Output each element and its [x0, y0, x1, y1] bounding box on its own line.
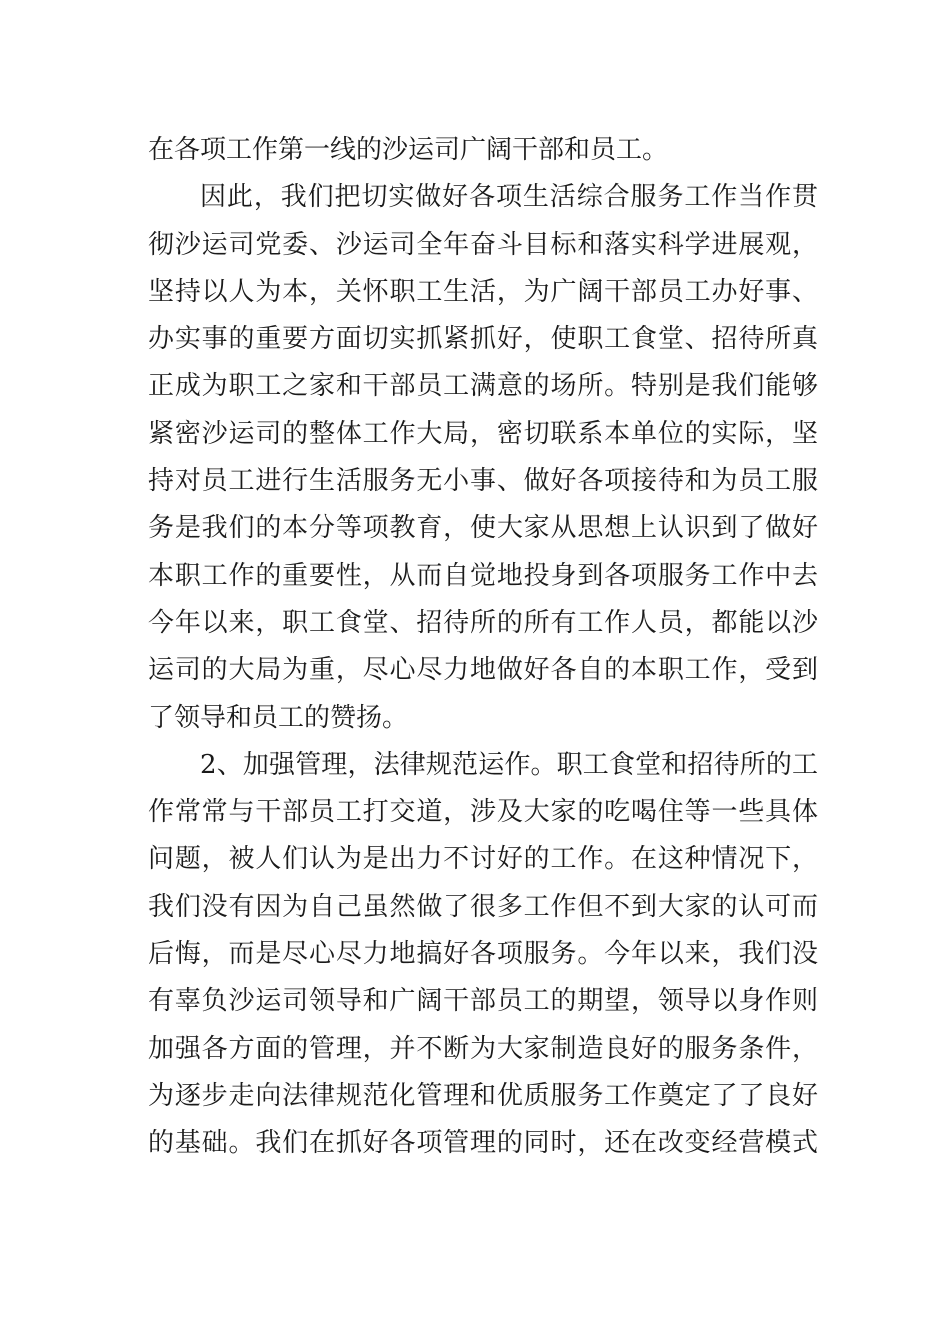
paragraph-first-line: 2、加强管理，法律规范运作。职工食堂和招待所的工 [200, 749, 818, 780]
text-line: 紧密沙运司的整体工作大局，密切联系本单位的实际，坚 [148, 418, 818, 449]
text-line: 持对员工进行生活服务无小事、做好各项接待和为员工服 [148, 466, 818, 497]
text-line: 的基础。我们在抓好各项管理的同时，还在改变经营模式 [148, 1128, 818, 1159]
text-line: 了领导和员工的赞扬。 [148, 702, 409, 733]
text-line: 今年以来，职工食堂、招待所的所有工作人员，都能以沙 [148, 607, 818, 638]
text-line: 问题，被人们认为是出力不讨好的工作。在这种情况下， [148, 844, 818, 875]
text-line: 坚持以人为本，关怀职工生活，为广阔干部员工办好事、 [148, 276, 818, 307]
body-text [148, 127, 818, 1168]
paragraph-first-line: 因此，我们把切实做好各项生活综合服务工作当作贯 [200, 182, 818, 213]
text-line: 办实事的重要方面切实抓紧抓好，使职工食堂、招待所真 [148, 324, 818, 355]
text-line: 我们没有因为自己虽然做了很多工作但不到大家的认可而 [148, 891, 818, 922]
text-line: 后悔，而是尽心尽力地搞好各项服务。今年以来，我们没 [148, 939, 818, 970]
text-line: 在各项工作第一线的沙运司广阔干部和员工。 [148, 135, 669, 165]
text-line: 彻沙运司党委、沙运司全年奋斗目标和落实科学进展观， [148, 229, 818, 260]
text-line: 本职工作的重要性，从而自觉地投身到各项服务工作中去 [148, 560, 818, 591]
text-line: 运司的大局为重，尽心尽力地做好各自的本职工作，受到 [148, 655, 818, 686]
text-line: 务是我们的本分等项教育，使大家从思想上认识到了做好 [148, 513, 818, 544]
text-line: 作常常与干部员工打交道，涉及大家的吃喝住等一些具体 [148, 797, 818, 828]
text-line: 为逐步走向法律规范化管理和优质服务工作奠定了了良好 [148, 1080, 818, 1111]
text-line: 加强各方面的管理，并不断为大家制造良好的服务条件， [148, 1033, 818, 1064]
text-line: 正成为职工之家和干部员工满意的场所。特别是我们能够 [148, 371, 818, 402]
text-line: 有辜负沙运司领导和广阔干部员工的期望，领导以身作则 [148, 986, 818, 1017]
